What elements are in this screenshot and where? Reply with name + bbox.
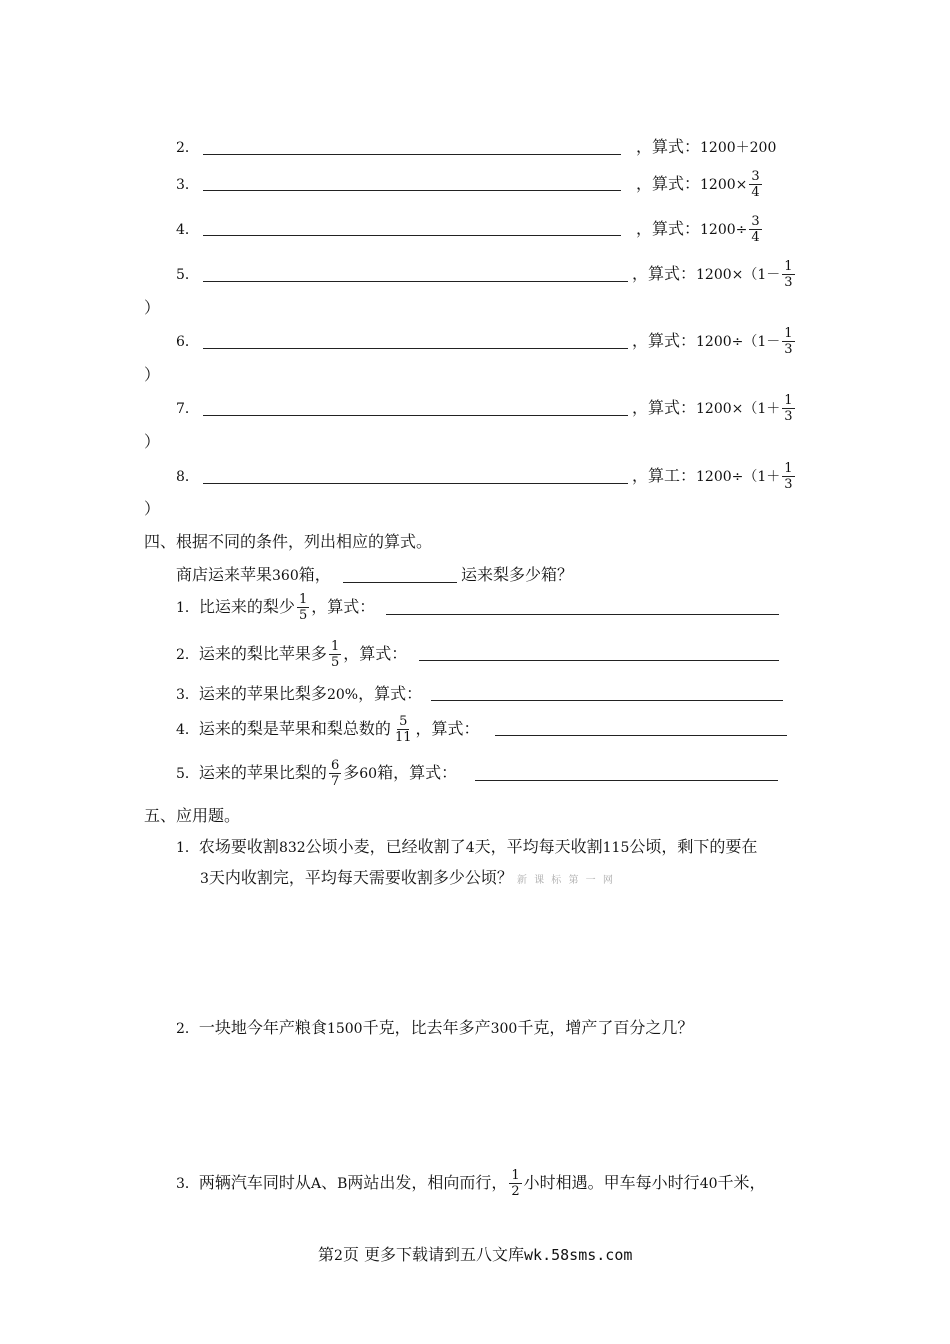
fraction: $\frac{1}{2}$ <box>511 1168 520 1199</box>
fraction: $\frac{5}{11}$ <box>394 714 412 745</box>
q2: 2．一块地今年产粮食1500千克，比去年多产300千克，增产了百分之几？ <box>176 1018 694 1037</box>
answer-blank[interactable] <box>203 154 621 155</box>
s3-item-2: 2． <box>176 140 199 156</box>
s4-item-2: 2．运来的梨比苹果多 $\frac{1}{5}$ ，算式： <box>176 639 408 670</box>
s4-item-5: 5．运来的苹果比梨的 $\frac{6}{7}$ 多60箱，算式： <box>176 758 458 789</box>
fraction: $\frac{1}{3}$ <box>784 393 793 424</box>
q3: 3．两辆汽车同时从A、B两站出发，相向而行， $\frac{1}{2}$ 小时相遇。甲车每小时行40千米， <box>176 1168 766 1199</box>
s3-formula-8: ，算工：1200÷（1＋ $\frac{1}{3}$ <box>632 461 793 492</box>
fraction: $\frac{1}{3}$ <box>784 259 793 290</box>
s4-item-3: 3．运来的苹果比梨多20%，算式： <box>176 684 423 703</box>
fraction: $\frac{3}{4}$ <box>751 169 760 200</box>
fraction: $\frac{6}{7}$ <box>330 758 340 789</box>
answer-blank[interactable] <box>475 780 778 781</box>
s3-formula-5: ，算式：1200×（1－ $\frac{1}{3}$ <box>632 259 793 290</box>
s3-item-6: 6． <box>176 334 199 350</box>
fraction: $\frac{1}{5}$ <box>298 592 308 623</box>
s3-formula-4: ，算式：1200÷ $\frac{3}{4}$ <box>636 214 760 245</box>
s3-formula-2: ，算式：1200＋200 <box>636 137 777 156</box>
footer-link[interactable]: wk.58sms.com <box>524 1246 633 1264</box>
section4-heading: 四、根据不同的条件，列出相应的算式。 <box>144 532 433 551</box>
s3-formula-3: ，算式：1200× $\frac{3}{4}$ <box>636 169 760 200</box>
answer-blank[interactable] <box>203 190 621 191</box>
s3-item-5: 5． <box>176 267 199 283</box>
answer-blank[interactable] <box>203 348 628 349</box>
q1-line1: 1．农场要收割832公顷小麦，已经收割了4天，平均每天收割115公顷，剩下的要在 <box>176 837 758 856</box>
answer-blank[interactable] <box>431 700 783 701</box>
close-paren: ） <box>144 298 161 317</box>
s4-item-4: 4．运来的梨是苹果和梨总数的 $\frac{5}{11}$ ，算式： <box>176 714 480 745</box>
watermark: 新 课 标 第 一 网 <box>516 875 615 886</box>
q1-line2: 3天内收割完，平均每天需要收割多少公顷？ 新 课 标 第 一 网 <box>200 868 615 887</box>
close-paren: ） <box>144 432 161 451</box>
section5-heading: 五、应用题。 <box>144 806 241 825</box>
page-footer: 第2页 更多下载请到五八文库wk.58sms.com <box>318 1245 633 1264</box>
close-paren: ） <box>144 365 161 384</box>
answer-blank[interactable] <box>495 735 787 736</box>
fraction: $\frac{1}{5}$ <box>330 639 340 670</box>
s3-item-3: 3． <box>176 177 199 193</box>
fraction: $\frac{3}{4}$ <box>751 214 760 245</box>
answer-blank[interactable] <box>203 235 621 236</box>
s3-item-7: 7． <box>176 401 199 417</box>
s3-formula-6: ，算式：1200÷（1－ $\frac{1}{3}$ <box>632 326 793 357</box>
close-paren: ） <box>144 499 161 518</box>
section4-intro-question: 运来梨多少箱？ <box>461 565 574 584</box>
answer-blank[interactable] <box>419 660 779 661</box>
answer-blank[interactable] <box>343 582 457 583</box>
section4-intro: 商店运来苹果360箱， <box>176 565 331 584</box>
answer-blank[interactable] <box>203 281 628 282</box>
s3-formula-7: ，算式：1200×（1＋ $\frac{1}{3}$ <box>632 393 793 424</box>
s3-item-8: 8． <box>176 469 199 485</box>
s4-item-1: 1．比运来的梨少 $\frac{1}{5}$ ，算式： <box>176 592 376 623</box>
answer-blank[interactable] <box>203 415 628 416</box>
fraction: $\frac{1}{3}$ <box>784 461 793 492</box>
s3-item-4: 4． <box>176 222 199 238</box>
fraction: $\frac{1}{3}$ <box>784 326 793 357</box>
answer-blank[interactable] <box>386 614 779 615</box>
answer-blank[interactable] <box>203 483 628 484</box>
